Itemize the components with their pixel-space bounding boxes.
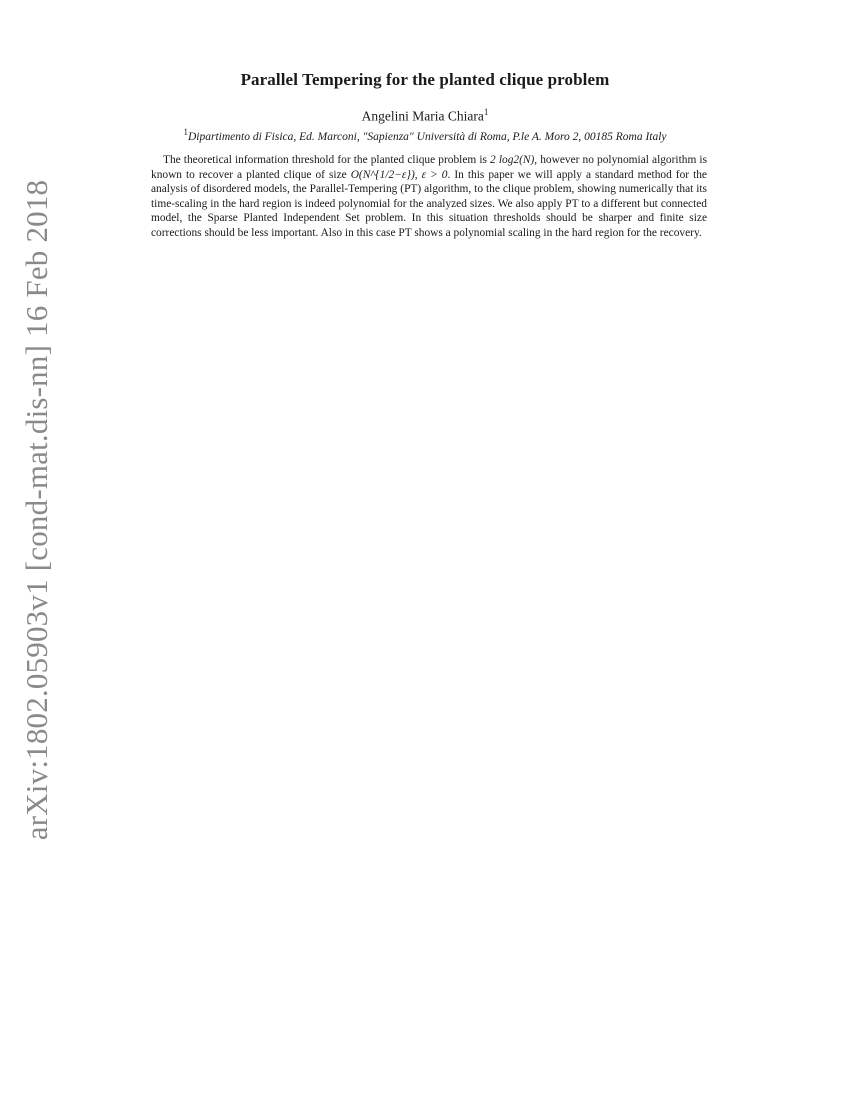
abstract-text-3: , xyxy=(414,168,422,181)
author-affiliation-mark: 1 xyxy=(483,107,489,117)
math-epsilon: ε > 0 xyxy=(421,168,448,181)
author-line xyxy=(0,107,850,125)
abstract xyxy=(151,153,707,241)
arxiv-identifier-stamp: arXiv:1802.05903v1 [cond-mat.dis-nn] 16 Feb 2018 xyxy=(19,179,54,841)
affiliation-mark: 1 xyxy=(183,127,188,137)
abstract-text-2: , however no polynomial algorithm is known to recover a planted clique of size xyxy=(151,154,707,181)
author-name: Angelini Maria Chiara xyxy=(361,108,484,124)
math-clique-size: O(N^{1/2−ε}) xyxy=(350,168,415,181)
abstract-text-1: The theoretical information threshold for the planted clique problem is xyxy=(163,154,491,166)
abstract-text-4: . In this paper we will apply a standard method for the analysis of disordered models, the Parallel-Tempering (PT) algorithm, to the clique problem, showing numerically that its time-scaling in the hard region is indeed polynomial for the analyzed sizes. We also apply PT to a different but connected model, the Sparse Planted Independent Set problem. In this situation thresholds should be sharper and finite size corrections should be less important. Also in this case PT shows a polynomial scaling in the hard region for the recovery. xyxy=(151,168,707,239)
affiliation-line xyxy=(0,127,850,143)
affiliation-text: Dipartimento di Fisica, Ed. Marconi, "Sapienza" Università di Roma, P.le A. Moro 2, 00185 Roma Italy xyxy=(187,130,667,143)
math-threshold: 2 log2(N) xyxy=(490,154,535,166)
paper-title: Parallel Tempering for the planted clique problem xyxy=(240,70,610,89)
